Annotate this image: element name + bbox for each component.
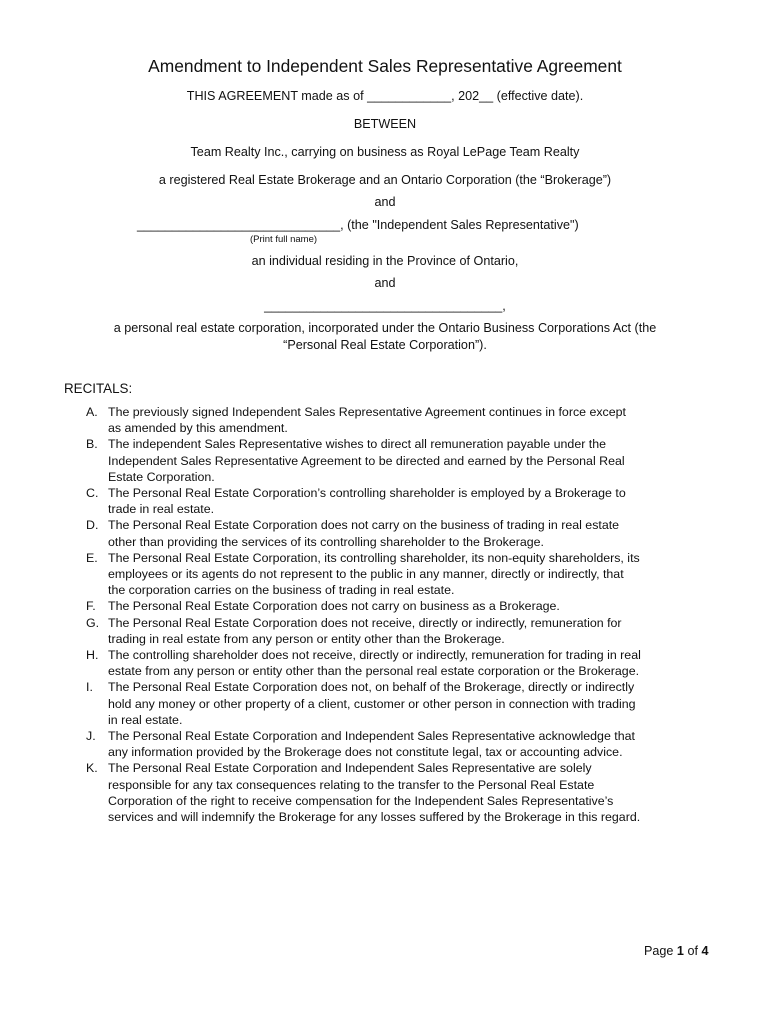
recital-label: J. (86, 729, 96, 744)
recital-text-line: The Personal Real Estate Corporation does not carry on the business of trading in real estate (108, 518, 620, 533)
page-prefix: Page (644, 944, 674, 958)
document-title: Amendment to Independent Sales Representative Agreement (148, 56, 622, 76)
recital-item (64, 728, 724, 760)
recital-text-line: responsible for any tax consequences relating to the transfer to the Personal Real Estate (108, 777, 595, 792)
corporation-description-line-1: a personal real estate corporation, incorporated under the Ontario Business Corporations Act (the (113, 321, 657, 335)
recital-label: K. (86, 761, 98, 776)
recital-label: D. (86, 518, 99, 533)
recital-item (64, 598, 724, 614)
brokerage-description-line: a registered Real Estate Brokerage and an Ontario Corporation (the “Brokerage”) (158, 173, 612, 187)
recital-item (64, 404, 724, 436)
recital-text-line: The controlling shareholder does not receive, directly or indirectly, remuneration for trading in real (108, 648, 641, 663)
recital-text-line: The Personal Real Estate Corporation’s controlling shareholder is employed by a Brokerage to (108, 486, 626, 501)
recital-text-line: Estate Corporation. (108, 469, 215, 484)
representative-name-line: _____________________________, (the "Independent Sales Representative") (137, 218, 579, 232)
recital-item (64, 615, 724, 647)
page-of: of (687, 944, 698, 958)
recitals-list (64, 404, 724, 825)
page-total: 4 (701, 944, 709, 958)
recital-item (64, 679, 724, 728)
recital-text-line: services and will indemnify the Brokerage for any losses suffered by the Brokerage in this regard. (108, 810, 641, 825)
recital-label: E. (86, 550, 98, 565)
between-label: BETWEEN (353, 117, 417, 131)
recital-text-line: trade in real estate. (108, 502, 215, 517)
print-full-name-label: (Print full name) (250, 234, 318, 245)
recital-text-line: estate from any person or entity other than the personal real estate corporation or the Brokerage. (108, 664, 640, 679)
recital-item (64, 760, 724, 825)
recital-label: A. (86, 405, 98, 419)
recital-text-line: other than providing the services of its controlling shareholder to the Brokerage. (108, 534, 544, 549)
recital-text-line: The Personal Real Estate Corporation and Independent Sales Representative acknowledge that (108, 729, 635, 744)
recital-text-line: Corporation of the right to receive compensation for the Independent Sales Representative’s (108, 793, 614, 808)
page-current: 1 (676, 944, 684, 958)
recital-label: G. (86, 615, 100, 630)
corporation-description-line-2: “Personal Real Estate Corporation”). (283, 338, 487, 352)
recital-text-line: The Personal Real Estate Corporation does not receive, directly or indirectly, remuneration for (108, 615, 622, 630)
recital-item (64, 436, 724, 485)
recital-text-line: as amended by this amendment. (108, 421, 288, 436)
and-label-2: and (374, 276, 396, 290)
recital-label: F. (86, 599, 96, 614)
agreement-date-line: THIS AGREEMENT made as of ____________, 202__ (effective date). (186, 89, 584, 103)
recital-text-line: hold any money or other property of a client, customer or other person in connection with trading (108, 696, 636, 711)
recital-label: I. (86, 680, 93, 695)
recital-text-line: the corporation carries on the business of trading in real estate. (108, 583, 455, 598)
residing-line: an individual residing in the Province of Ontario, (251, 254, 519, 268)
recital-text-line: any information provided by the Brokerage does not constitute legal, tax or accounting advice. (108, 745, 623, 760)
recital-text-line: in real estate. (108, 712, 183, 727)
recital-item (64, 647, 724, 679)
recital-text-line: The Personal Real Estate Corporation does not, on behalf of the Brokerage, directly or indirectly (108, 680, 635, 695)
recital-text-line: employees or its agents do not represent to the public in any manner, directly or indirectly, that (108, 567, 624, 582)
brokerage-name-line: Team Realty Inc., carrying on business as Royal LePage Team Realty (190, 145, 580, 159)
recital-text-line: The Personal Real Estate Corporation, its controlling shareholder, its non-equity shareholders, its (108, 550, 640, 565)
recital-label: C. (86, 486, 99, 501)
recital-label: B. (86, 437, 98, 452)
recital-text-line: Independent Sales Representative Agreement to be directed and earned by the Personal Real (108, 453, 625, 468)
corporation-name-blank: __________________________________, (264, 299, 506, 313)
recital-text-line: The Personal Real Estate Corporation and Independent Sales Representative are solely (108, 761, 592, 776)
recital-text-line: The previously signed Independent Sales Representative Agreement continues in force except (108, 405, 626, 419)
recital-text-line: The Personal Real Estate Corporation does not carry on business as a Brokerage. (108, 599, 560, 614)
recital-item (64, 485, 724, 517)
recital-text-line: The independent Sales Representative wishes to direct all remuneration payable under the (108, 437, 606, 452)
recitals-heading: RECITALS: (64, 381, 133, 396)
recital-item (64, 517, 724, 549)
recital-text-line: trading in real estate from any person or entity other than the Brokerage. (108, 631, 505, 646)
recital-label: H. (86, 648, 99, 663)
recital-item (64, 550, 724, 599)
page-number (644, 944, 708, 958)
and-label-1: and (374, 195, 396, 209)
